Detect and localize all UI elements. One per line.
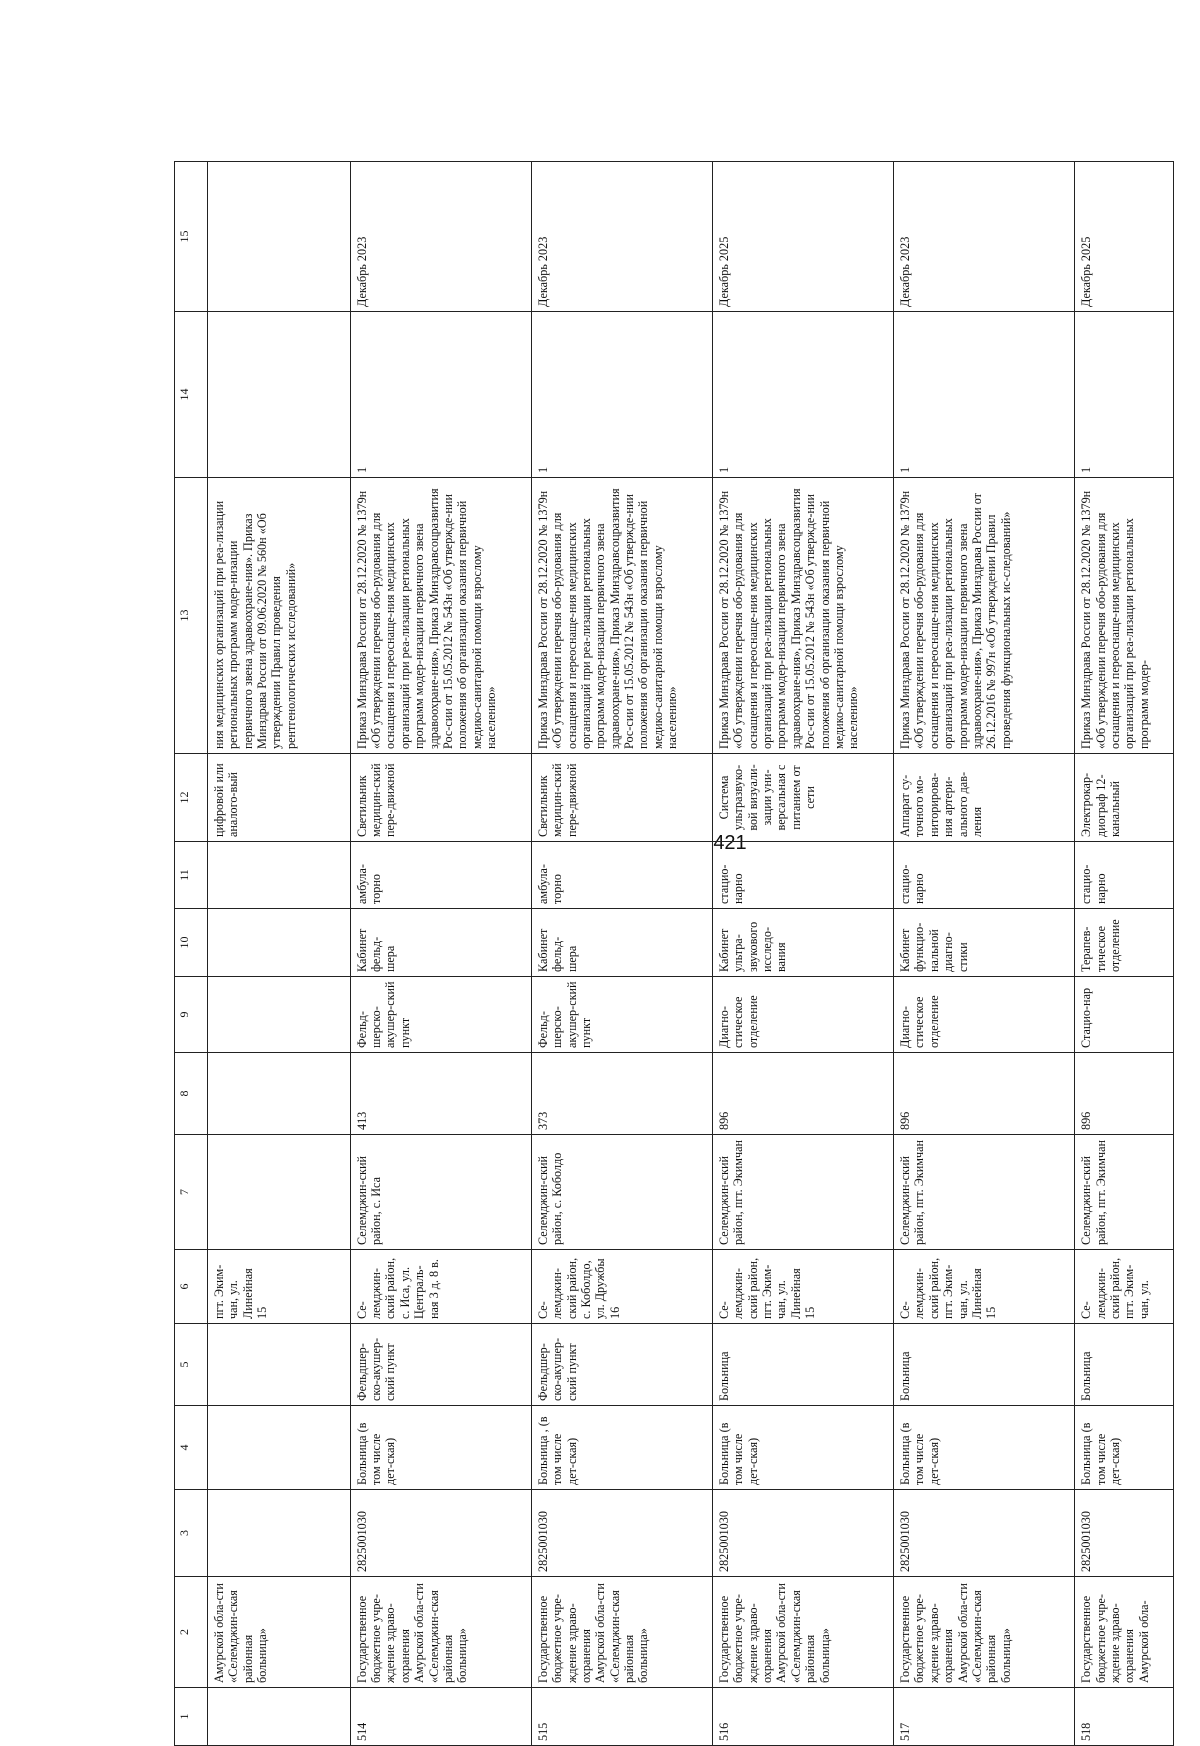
cell-org-type: Больница (в том числе дет-ская) (350, 1406, 531, 1490)
cell-room: Терапев-тическое отделение (1075, 909, 1174, 977)
cell-number: 515 (531, 1688, 712, 1746)
cell-legal-basis: Приказ Минздрава России от 28.12.2020 № 1379н «Об утверждении перечня обо-рудования для оснащения и переоснаще-ния медицинских организаций при реа-лизации региональных программ модер-низации первичного звена здравоохране-ния», Приказ Минздравсоцразвития Рос-сии от 15.05.2012 № 543н «Об утвержде-нии положения об организации оказания первичной медико-санитарной помощи взрослому населению» (350, 478, 531, 754)
col-header: 3 (175, 1490, 208, 1577)
table-row (894, 162, 1075, 1746)
cell-organization: Государственное бюджетное учре-ждение здраво-охранения Амурской обла-сти «Селемджин-ская районная больница» (531, 1577, 712, 1688)
cell-number (207, 1688, 350, 1746)
cell-department: Фельд-шерско-акушер-ский пункт (531, 977, 712, 1053)
col-header: 9 (175, 977, 208, 1053)
cell-number: 516 (712, 1688, 893, 1746)
table-row (531, 162, 712, 1746)
cell-mode: амбула-торно (350, 842, 531, 909)
cell-inn (207, 1490, 350, 1577)
continuation-row (207, 162, 350, 1746)
cell-legal-basis: Приказ Минздрава России от 28.12.2020 № 1379н «Об утверждении перечня обо-рудования для оснащения и переоснаще-ния медицинских организаций при реа-лизации региональных программ модер-низации первичного звена здравоохране-ния», Приказ Минздравсоцразвития Рос-сии от 15.05.2012 № 543н «Об утвержде-нии положения об организации оказания первичной медико-санитарной помощи взрослому населению» (712, 478, 893, 754)
cell-facility-type: Больница (1075, 1324, 1174, 1406)
cell-organization: Государственное бюджетное учре-ждение здраво-охранения Амурской обла-сти «Селемджин-ская районная больница» (712, 1577, 893, 1688)
cell-legal-basis: ния медицинских организаций при реа-лизации региональных программ модер-низации первичного звена здравоохране-ния». Приказ Минздрава России от 09.06.2020 № 560н «Об утверждении Правил проведения рентгенологических исследований» (207, 478, 350, 754)
cell-org-type: Больница (в том числе дет-ская) (712, 1406, 893, 1490)
cell-inn: 2825001030 (350, 1490, 531, 1577)
col-header: 4 (175, 1406, 208, 1490)
cell-inn: 2825001030 (1075, 1490, 1174, 1577)
cell-number: 517 (894, 1688, 1075, 1746)
cell-equipment: Система ультразвуко-вой визуали-зации уни-версальная с питанием от сети (712, 754, 893, 842)
cell-locality: Селемджин-ский район, пгт. Экимчан (712, 1135, 893, 1250)
col-header: 7 (175, 1135, 208, 1250)
col-header: 10 (175, 909, 208, 977)
cell-code: 373 (531, 1053, 712, 1135)
cell-locality: Селемджин-ский район, пгт. Экимчан (894, 1135, 1075, 1250)
cell-deadline: Декабрь 2025 (712, 162, 893, 312)
cell-organization: Государственное бюджетное учре-ждение здраво-охранения Амурской обла-сти «Селемджин-ская районная больница» (350, 1577, 531, 1688)
col-header: 1 (175, 1688, 208, 1746)
col-header: 11 (175, 842, 208, 909)
cell-facility-type (207, 1324, 350, 1406)
cell-address: Се-лемджин-ский район, пгт. Эким-чан, ул. Линейная 15 (712, 1250, 893, 1324)
cell-locality: Селемджин-ский район, с. Иса (350, 1135, 531, 1250)
cell-equipment: цифровой или аналого-вый (207, 754, 350, 842)
cell-org-type (207, 1406, 350, 1490)
col-header: 8 (175, 1053, 208, 1135)
cell-mode (207, 842, 350, 909)
cell-department: Стацио-нар (1075, 977, 1174, 1053)
table-row (712, 162, 893, 1746)
col-header: 6 (175, 1250, 208, 1324)
cell-room (207, 909, 350, 977)
cell-address: Се-лемджин-ский район, пгт. Эким-чан, ул. (1075, 1250, 1174, 1324)
cell-number: 514 (350, 1688, 531, 1746)
cell-quantity: 1 (1075, 312, 1174, 478)
cell-org-type: Больница (в том числе дет-ская) (894, 1406, 1075, 1490)
cell-legal-basis: Приказ Минздрава России от 28.12.2020 № 1379н «Об утверждении перечня обо-рудования для оснащения и переоснаще-ния медицинских организаций при реа-лизации региональных программ модер- (1075, 478, 1174, 754)
cell-locality (207, 1135, 350, 1250)
cell-code: 896 (1075, 1053, 1174, 1135)
cell-organization: Государственное бюджетное учре-ждение здраво-охранения Амурской обла-сти «Селемджин-ская районная больница» (894, 1577, 1075, 1688)
page-number: 421 (713, 832, 747, 854)
cell-department (207, 977, 350, 1053)
cell-number: 518 (1075, 1688, 1174, 1746)
cell-address: Се-лемджин-ский район, с. Иса, ул. Централь-ная 3 д. 8 в. (350, 1250, 531, 1324)
cell-equipment: Светильник медицин-ский пере-движной (531, 754, 712, 842)
cell-org-type: Больница (в том числе дет-ская) (1075, 1406, 1174, 1490)
cell-equipment: Аппарат су-точного мо-ниторирова-ния артери-ального дав-ления (894, 754, 1075, 842)
cell-equipment: Светильник медицин-ский пере-движной (350, 754, 531, 842)
cell-room: Кабинет функцио-нальной диагно-стики (894, 909, 1075, 977)
cell-facility-type: Фельдшер-ско-акушер-ский пункт (531, 1324, 712, 1406)
cell-code (207, 1053, 350, 1135)
cell-legal-basis: Приказ Минздрава России от 28.12.2020 № 1379н «Об утверждении перечня обо-рудования для оснащения и переоснаще-ния медицинских организаций при реа-лизации региональных программ модер-низации первичного звена здравоохране-ния», Приказ Минздрава России от 26.12.2016 № 997н «Об утверждении Правил проведения функциональных ис-следований» (894, 478, 1075, 754)
cell-facility-type: Фельдшер-ско-акушер-ский пункт (350, 1324, 531, 1406)
cell-quantity: 1 (350, 312, 531, 478)
cell-org-type: Больница , (в том числе дет-ская) (531, 1406, 712, 1490)
cell-mode: амбула-торно (531, 842, 712, 909)
cell-legal-basis: Приказ Минздрава России от 28.12.2020 № 1379н «Об утверждении перечня обо-рудования для оснащения и переоснаще-ния медицинских организаций при реа-лизации региональных программ модер-низации первичного звена здравоохране-ния», Приказ Минздравсоцразвития Рос-сии от 15.05.2012 № 543н «Об утвержде-нии положения об организации оказания первичной медико-санитарной помощи взрослому населению» (531, 478, 712, 754)
cell-deadline: Декабрь 2023 (894, 162, 1075, 312)
table-row (1075, 162, 1174, 1746)
cell-quantity: 1 (531, 312, 712, 478)
cell-quantity: 1 (894, 312, 1075, 478)
cell-organization: Государственное бюджетное учре-ждение здраво-охранения Амурской обла- (1075, 1577, 1174, 1688)
cell-locality: Селемджин-ский район, пгт. Экимчан (1075, 1135, 1174, 1250)
col-header: 5 (175, 1324, 208, 1406)
column-number-row (175, 162, 208, 1746)
cell-department: Диагно-стическое отделение (894, 977, 1075, 1053)
cell-inn: 2825001030 (894, 1490, 1075, 1577)
col-header: 14 (175, 312, 208, 478)
col-header: 2 (175, 1577, 208, 1688)
cell-equipment: Электрокар-диограф 12-канальный (1075, 754, 1174, 842)
cell-facility-type: Больница (894, 1324, 1075, 1406)
cell-deadline (207, 162, 350, 312)
cell-inn: 2825001030 (712, 1490, 893, 1577)
cell-mode: стацио-нарно (712, 842, 893, 909)
cell-address: пгт. Эким-чан, ул. Линейная 15 (207, 1250, 350, 1324)
cell-code: 413 (350, 1053, 531, 1135)
cell-quantity: 1 (712, 312, 893, 478)
cell-address: Се-лемджин-ский район, с. Коболдо, ул. Дружбы 16 (531, 1250, 712, 1324)
col-header: 13 (175, 478, 208, 754)
cell-inn: 2825001030 (531, 1490, 712, 1577)
cell-code: 896 (712, 1053, 893, 1135)
cell-mode: стацио-нарно (894, 842, 1075, 909)
cell-room: Кабинет фельд-шера (531, 909, 712, 977)
cell-deadline: Декабрь 2023 (350, 162, 531, 312)
rotated-table-container (174, 45, 1174, 1746)
col-header: 15 (175, 162, 208, 312)
cell-deadline: Декабрь 2023 (531, 162, 712, 312)
cell-locality: Селемджин-ский район, с. Коболдо (531, 1135, 712, 1250)
cell-deadline: Декабрь 2025 (1075, 162, 1174, 312)
cell-code: 896 (894, 1053, 1075, 1135)
cell-facility-type: Больница (712, 1324, 893, 1406)
cell-organization: Амурской обла-сти «Селемджин-ская районная больница» (207, 1577, 350, 1688)
cell-quantity (207, 312, 350, 478)
equipment-table (174, 161, 1174, 1746)
cell-department: Фельд-шерско-акушер-ский пункт (350, 977, 531, 1053)
cell-department: Диагно-стическое отделение (712, 977, 893, 1053)
col-header: 12 (175, 754, 208, 842)
table-row (350, 162, 531, 1746)
cell-address: Се-лемджин-ский район, пгт. Эким-чан, ул. Линейная 15 (894, 1250, 1075, 1324)
cell-room: Кабинет фельд-шера (350, 909, 531, 977)
cell-room: Кабинет ультра-звукового исследо-вания (712, 909, 893, 977)
cell-mode: стацио-нарно (1075, 842, 1174, 909)
